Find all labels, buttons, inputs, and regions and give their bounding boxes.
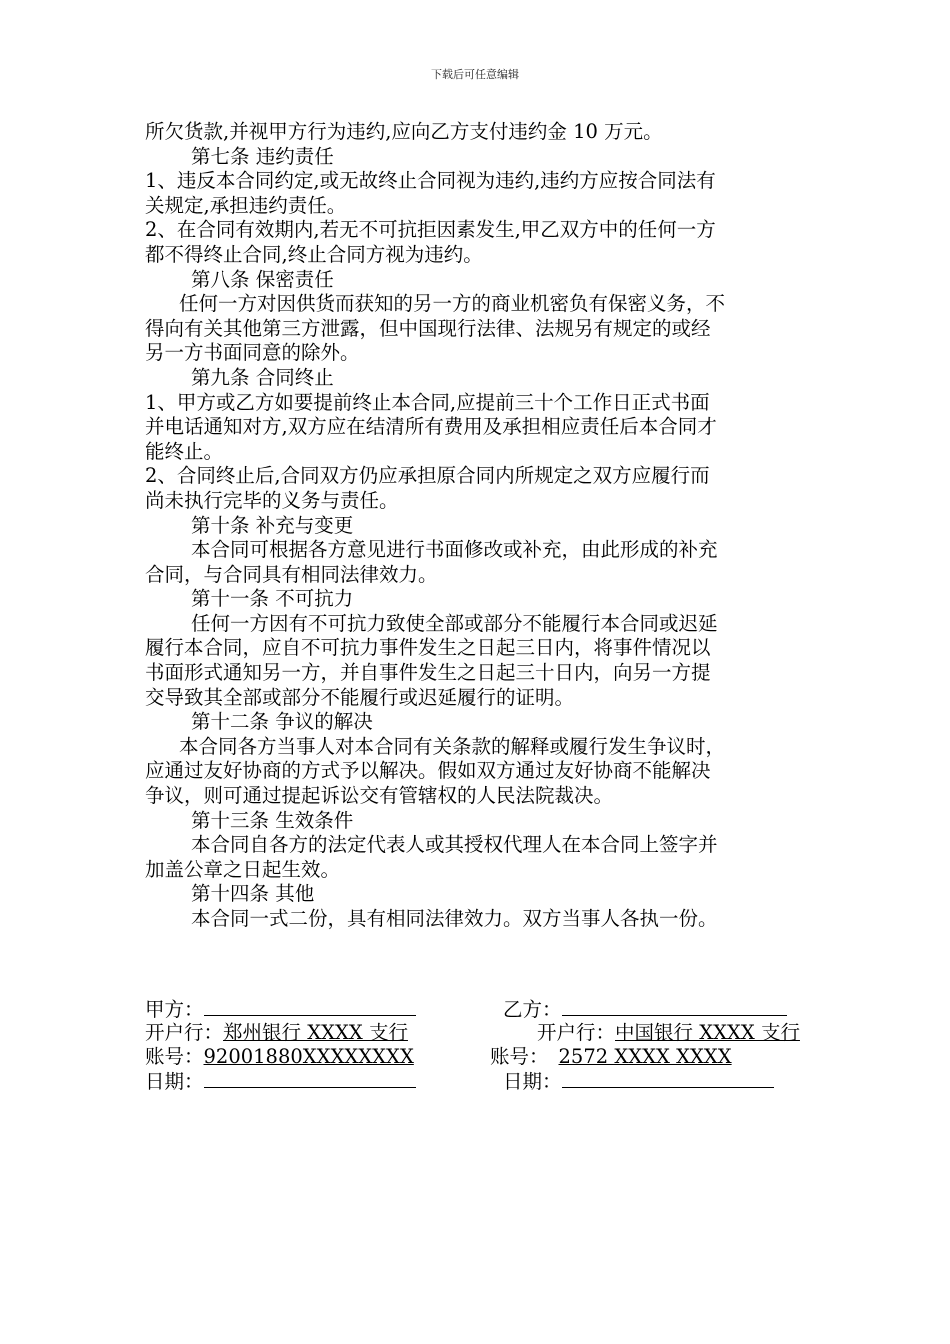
text-line: 交导致其全部或部分不能履行或迟延履行的证明。 <box>145 685 575 709</box>
text-line: 能终止。 <box>145 439 224 463</box>
party-a-label: 甲方： <box>145 998 204 1021</box>
party-a-bank-label: 开户行： <box>145 1021 224 1044</box>
contract-body <box>145 120 810 932</box>
party-b-date-blank <box>562 1069 774 1088</box>
text-line: 书面形式通知另一方，并自事件发生之日起三十日内，向另一方提 <box>145 661 711 685</box>
text-line: 并电话通知对方,双方应在结清所有费用及承担相应责任后本合同才 <box>145 415 717 439</box>
text-line: 本合同自各方的法定代表人或其授权代理人在本合同上签字并 <box>191 833 718 857</box>
text-line: 本合同一式二份，具有相同法律效力。双方当事人各执一份。 <box>191 907 718 930</box>
party-a-name-blank <box>204 997 416 1016</box>
party-a-account-label: 账号： <box>145 1045 204 1068</box>
article-heading: 第九条 合同终止 <box>191 365 334 389</box>
text-line: 本合同可根据各方意见进行书面修改或补充，由此形成的补充 <box>191 538 718 562</box>
article-heading: 第十一条 不可抗力 <box>191 587 354 611</box>
text-line: 所欠货款,并视甲方行为违约,应向乙方支付违约金 10 万元。 <box>145 120 663 143</box>
party-b-name-row <box>503 997 787 1022</box>
text-line: 争议，则可通过提起诉讼交有管辖权的人民法院裁决。 <box>145 784 614 808</box>
party-a-name-row <box>145 997 416 1022</box>
party-a-bank-value: 郑州银行 XXXX 支行 <box>223 1021 408 1044</box>
article-heading: 第八条 保密责任 <box>191 267 334 291</box>
text-line: 加盖公章之日起生效。 <box>145 857 341 881</box>
text-line: 另一方书面同意的除外。 <box>145 341 360 365</box>
party-b-bank-row <box>537 1021 800 1045</box>
text-line: 2、在合同有效期内,若无不可抗拒因素发生,甲乙双方中的任何一方 <box>145 218 716 242</box>
party-b-name-blank <box>562 997 787 1016</box>
party-b-date-row <box>503 1069 774 1094</box>
party-b-account-row <box>490 1045 784 1069</box>
text-line: 履行本合同，应自不可抗力事件发生之日起三日内，将事件情况以 <box>145 636 711 660</box>
article-heading: 第十条 补充与变更 <box>191 513 354 537</box>
party-a-date-row <box>145 1069 416 1094</box>
text-line: 任何一方对因供货而获知的另一方的商业机密负有保密义务，不 <box>179 292 726 316</box>
page-header: 下载后可任意编辑 <box>431 68 519 81</box>
article-heading: 第十四条 其他 <box>191 882 315 906</box>
text-line: 本合同各方当事人对本合同有关条款的解释或履行发生争议时， <box>179 734 726 758</box>
text-line: 1、违反本合同约定,或无故终止合同视为违约,违约方应按合同法有 <box>145 169 716 193</box>
text-line: 关规定,承担违约责任。 <box>145 193 347 217</box>
text-line: 得向有关其他第三方泄露，但中国现行法律、法规另有规定的或经 <box>145 316 711 340</box>
text-line: 1、甲方或乙方如要提前终止本合同,应提前三十个工作日正式书面 <box>145 390 710 414</box>
text-line: 合同，与合同具有相同法律效力。 <box>145 562 438 586</box>
party-a-account-value: 92001880XXXXXXXX <box>203 1045 414 1068</box>
article-heading: 第十三条 生效条件 <box>191 808 354 832</box>
text-line: 2、合同终止后,合同双方仍应承担原合同内所规定之双方应履行而 <box>145 464 710 488</box>
party-a-bank-row <box>145 1021 408 1045</box>
party-a-account-row <box>145 1045 414 1069</box>
party-b-bank-value: 中国银行 XXXX 支行 <box>615 1021 800 1044</box>
text-line: 都不得终止合同,终止合同方视为违约。 <box>145 242 483 266</box>
article-heading: 第七条 违约责任 <box>191 144 334 168</box>
party-a-date-label: 日期： <box>145 1070 204 1093</box>
article-heading: 第十二条 争议的解决 <box>191 710 373 734</box>
party-b-bank-label: 开户行： <box>537 1021 616 1044</box>
party-b-account-value: 2572 XXXX XXXX <box>558 1045 732 1068</box>
party-b-label: 乙方： <box>503 998 562 1021</box>
party-a-date-blank <box>204 1069 416 1088</box>
party-b-account-label: 账号： <box>490 1045 549 1068</box>
text-line: 任何一方因有不可抗力致使全部或部分不能履行本合同或迟延 <box>191 611 718 635</box>
text-line: 应通过友好协商的方式予以解决。假如双方通过友好协商不能解决 <box>145 759 711 783</box>
party-b-date-label: 日期： <box>503 1070 562 1093</box>
text-line: 尚未执行完毕的义务与责任。 <box>145 488 399 512</box>
